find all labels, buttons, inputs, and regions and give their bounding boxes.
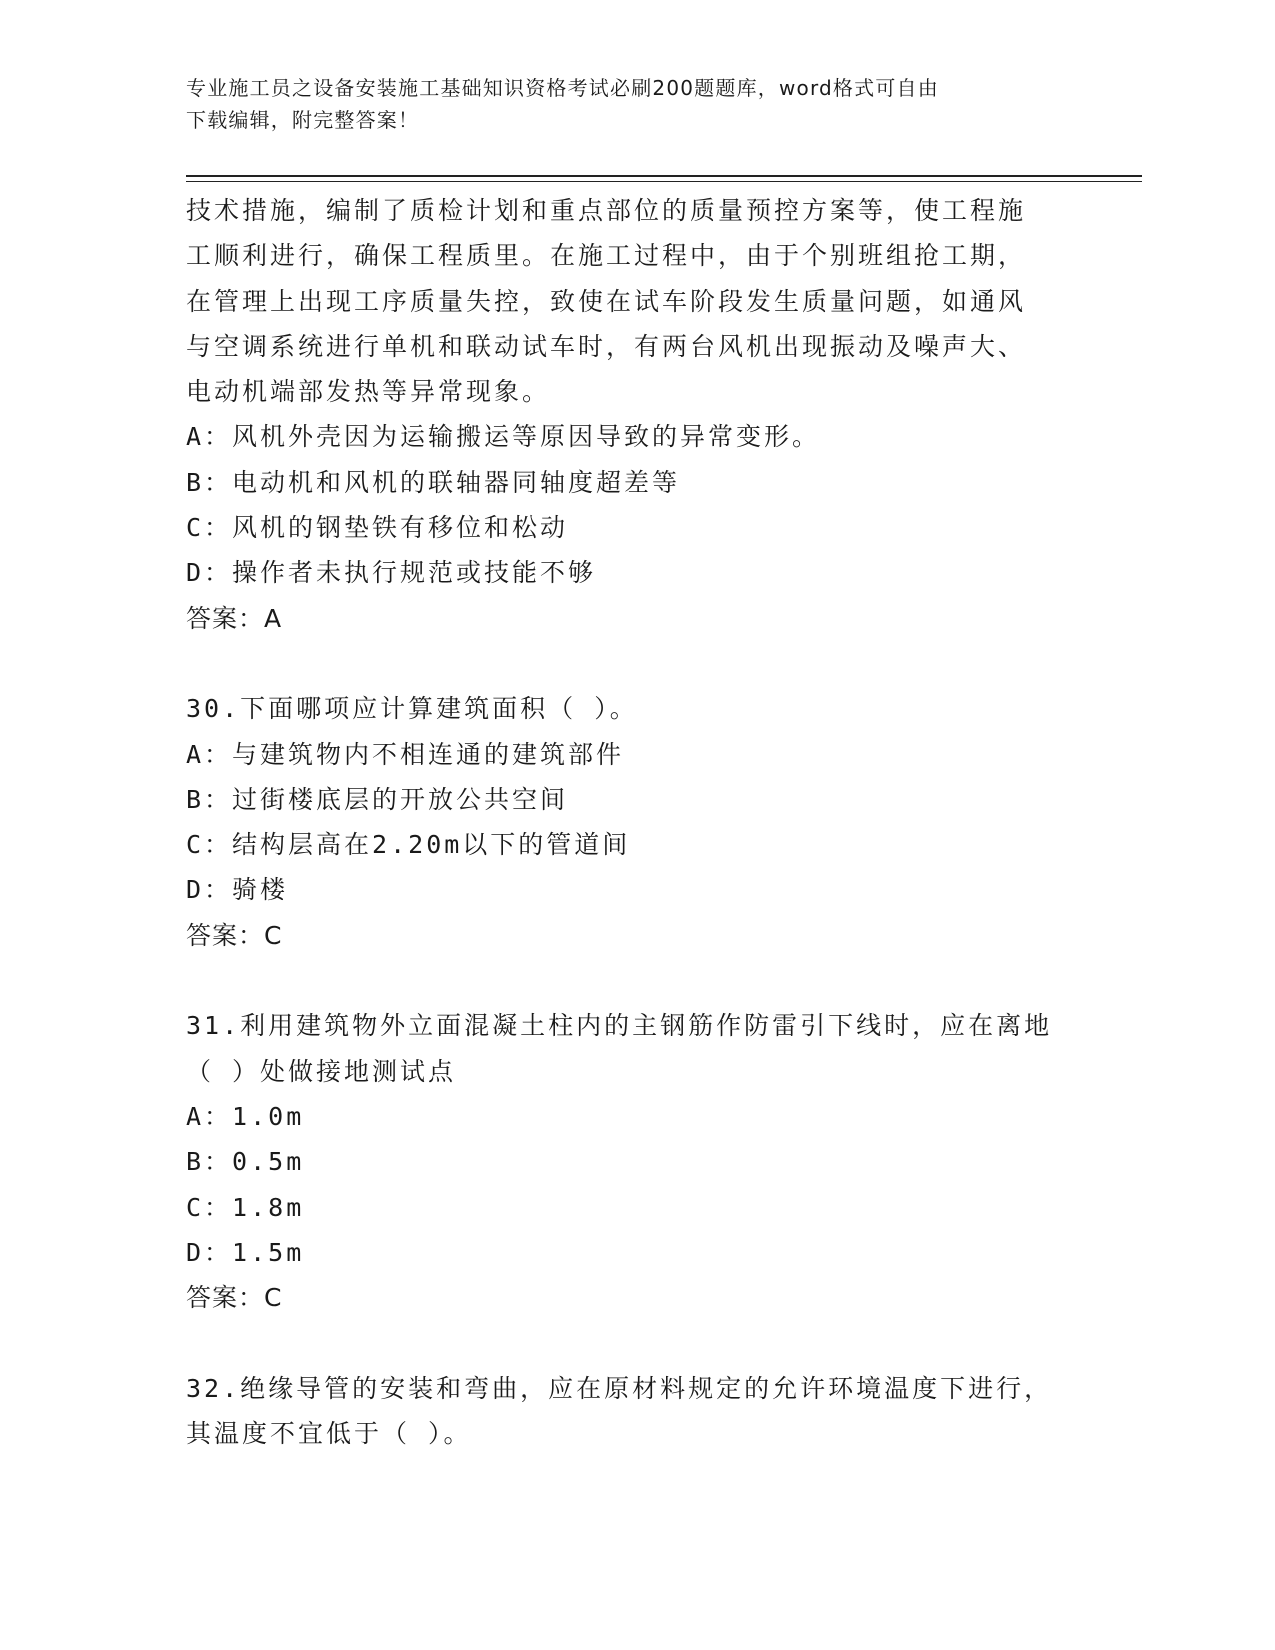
option-a: A：风机外壳因为运输搬运等原因导致的异常变形。 [186,422,821,452]
question-stem-line: 与空调系统进行单机和联动试车时，有两台风机出现振动及噪声大、 [186,331,1027,361]
question-30 [186,686,1086,958]
question-stem-line: 31.利用建筑物外立面混凝土柱内的主钢筋作防雷引下线时，应在离地 [186,1011,1053,1041]
option-c: C：结构层高在2.20m以下的管道间 [186,830,631,860]
answer-line: 答案：C [186,920,283,950]
question-stem-line: 电动机端部发热等异常现象。 [186,377,551,407]
question-stem-line: 在管理上出现工序质量失控，致使在试车阶段发生质量问题，如通风 [186,286,1027,316]
header-line-1: 专业施工员之设备安装施工基础知识资格考试必刷200题题库，word格式可自由 [186,76,939,100]
question-spacer [186,1320,1086,1365]
question-spacer [186,641,1086,686]
question-stem-line: 技术措施，编制了质检计划和重点部位的质量预控方案等，使工程施 [186,196,1027,225]
question-32 [186,1366,1086,1457]
option-c: C：风机的钢垫铁有移位和松动 [186,513,569,543]
option-b: B：0.5m [186,1147,305,1177]
question-stem-line: （ ）处做接地测试点 [186,1056,457,1086]
question-31 [186,1003,1086,1320]
question-stem-line: 32.绝缘导管的安装和弯曲，应在原材料规定的允许环境温度下进行， [186,1373,1053,1403]
question-29 [186,188,1086,641]
option-c: C：1.8m [186,1192,305,1222]
header-divider-thin [186,181,1142,182]
question-stem-line: 30.下面哪项应计算建筑面积（ ）。 [186,694,638,724]
document-header [186,72,1066,136]
question-stem-line: 工顺利进行，确保工程质里。在施工过程中，由于个别班组抢工期， [186,241,1027,271]
option-d: D：操作者未执行规范或技能不够 [186,558,597,588]
option-a: A：与建筑物内不相连通的建筑部件 [186,739,625,769]
question-spacer [186,958,1086,1003]
question-stem-line: 其温度不宜低于（ ）。 [186,1419,472,1449]
option-a: A：1.0m [186,1101,305,1131]
option-d: D：1.5m [186,1237,305,1267]
option-b: B：电动机和风机的联轴器同轴度超差等 [186,467,681,497]
answer-line: 答案：C [186,1283,283,1313]
answer-line: 答案：A [186,603,283,633]
option-b: B：过街楼底层的开放公共空间 [186,784,569,814]
option-d: D：骑楼 [186,875,289,905]
header-divider-thick [186,175,1142,177]
question-content [186,188,1086,1456]
header-line-2: 下载编辑，附完整答案！ [186,108,420,132]
